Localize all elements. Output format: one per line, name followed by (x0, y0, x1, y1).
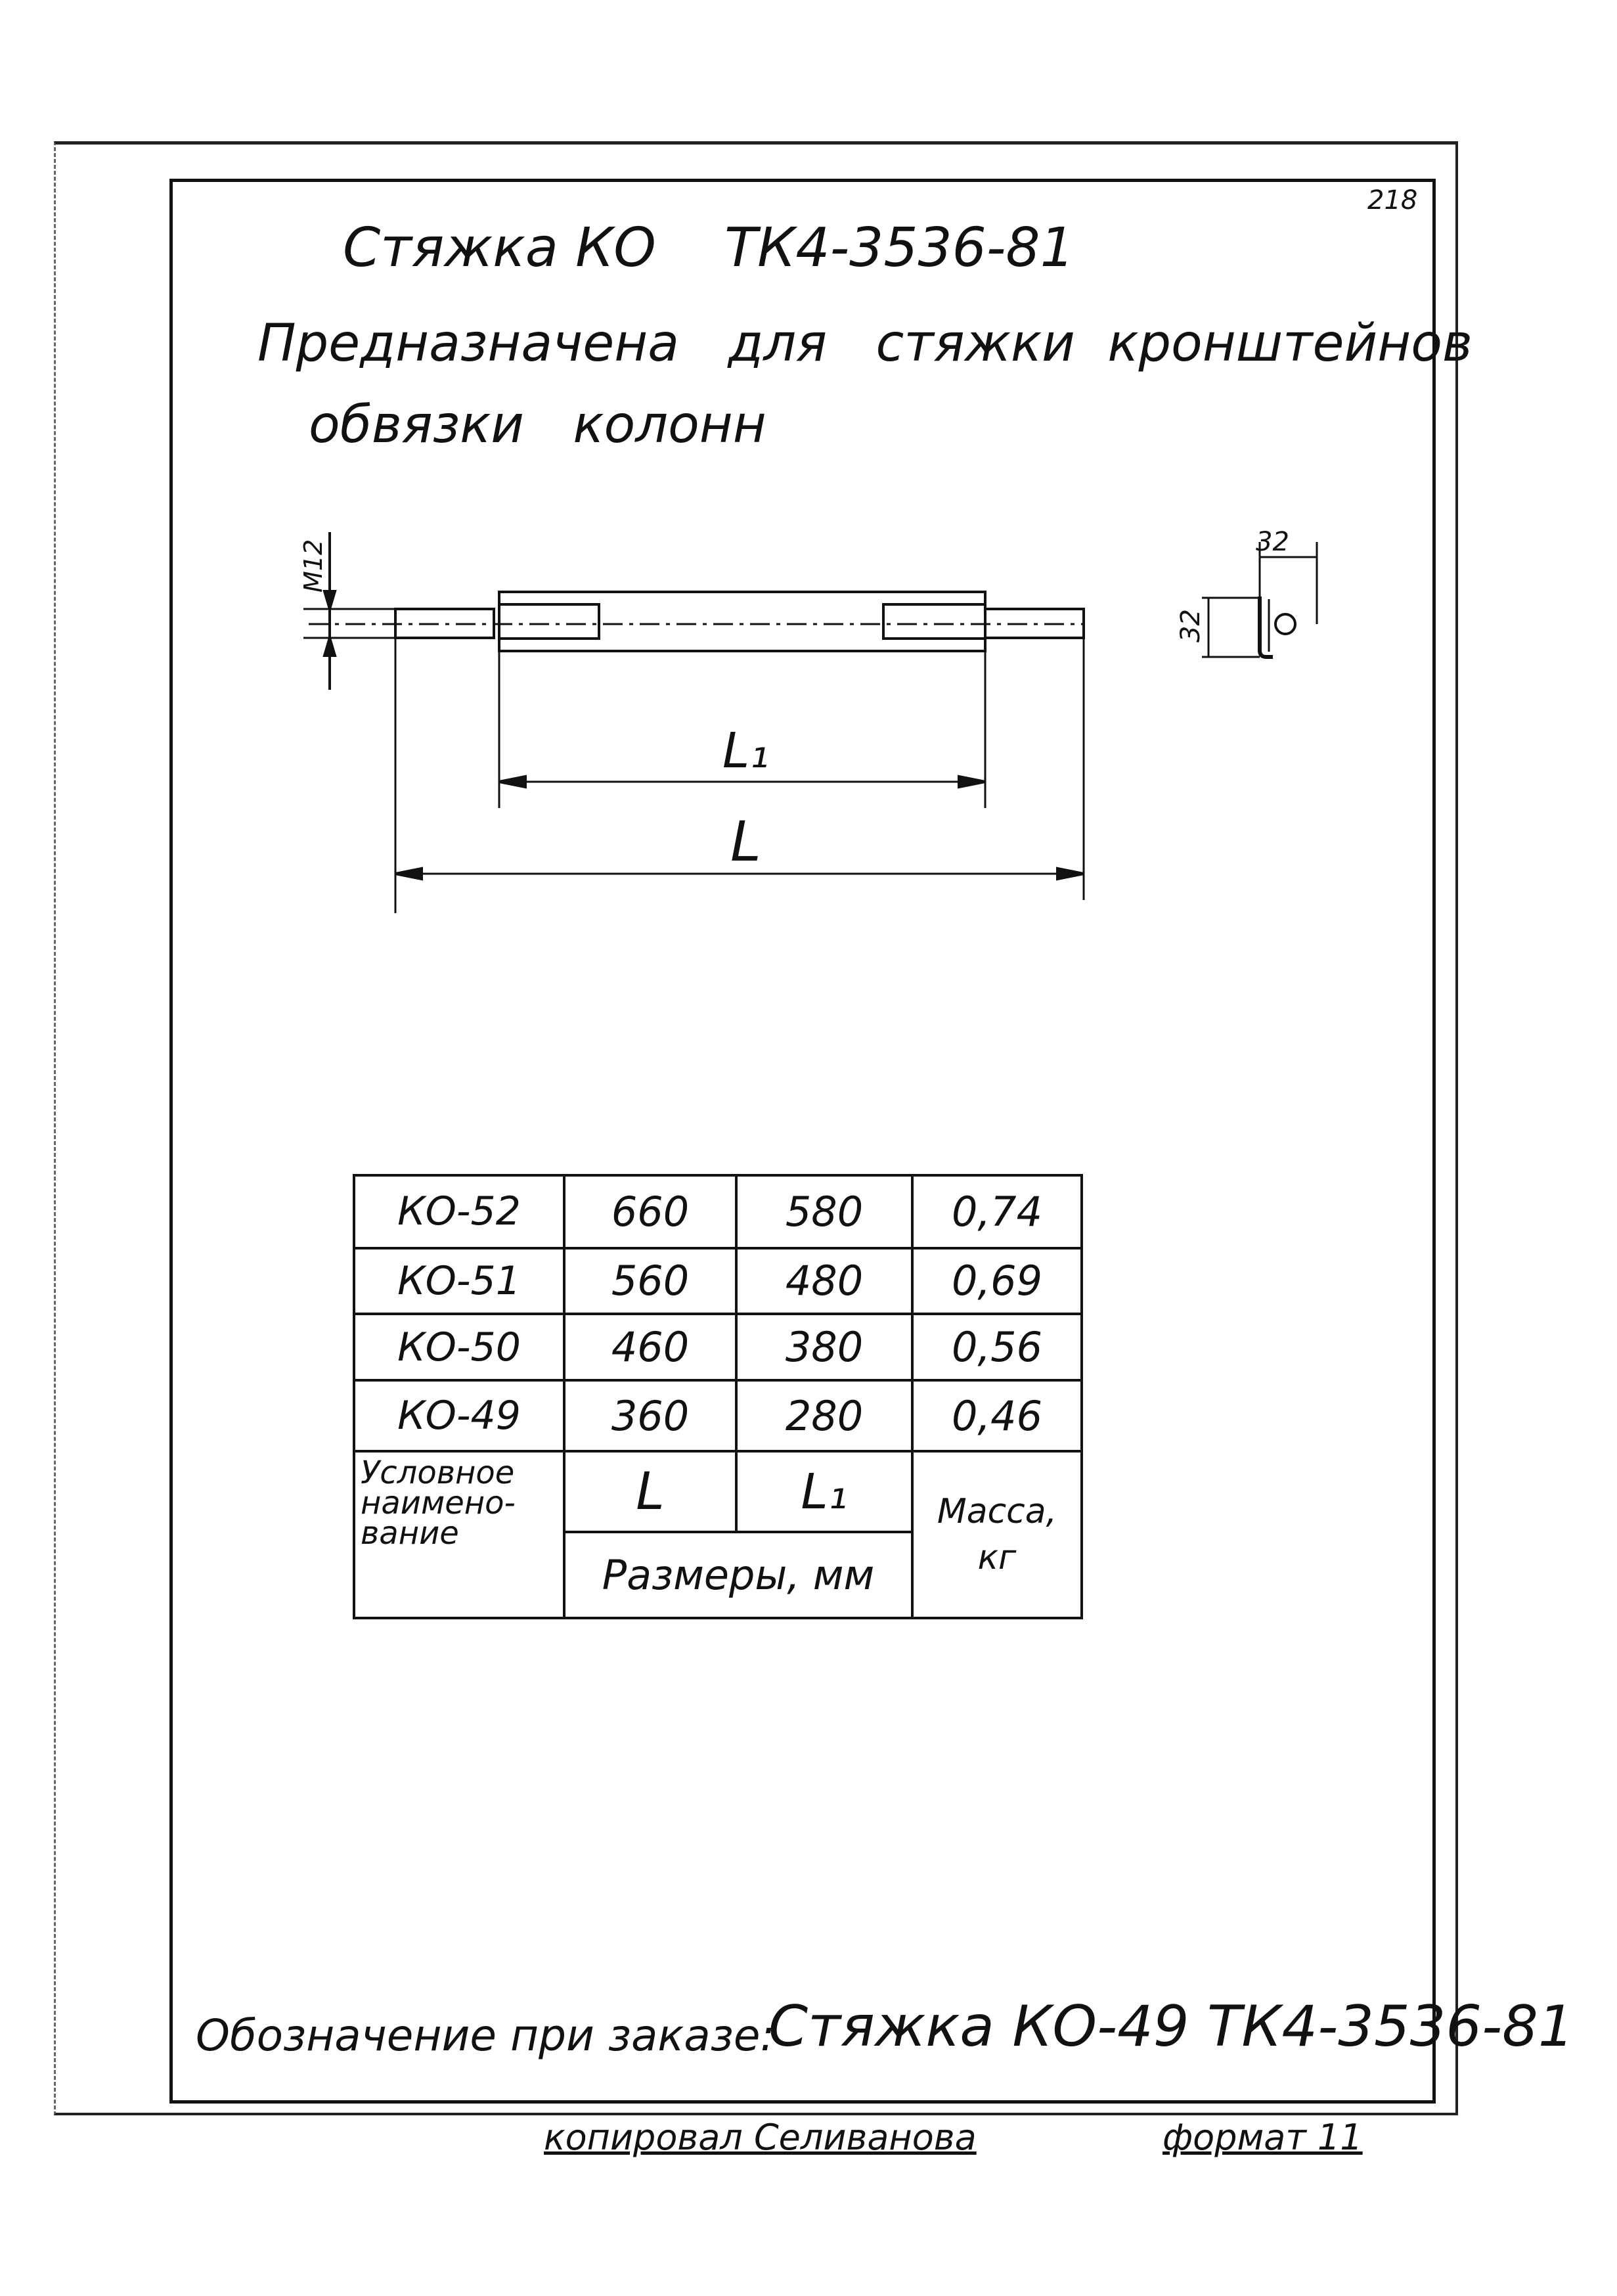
section-height-label: 32 (1176, 609, 1206, 642)
cell-mass: 0,69 (912, 1248, 1082, 1315)
copied-by: копировал Селиванова (544, 2117, 977, 2158)
cell-L1: 280 (736, 1380, 912, 1452)
table-header-row (354, 1451, 1082, 1532)
header-conditional-name: Условное наимено- вание (354, 1451, 564, 1618)
thread-label: M12 (299, 539, 328, 593)
section-angle-profile (1260, 597, 1273, 657)
cell-name: КО-49 (354, 1380, 564, 1452)
cell-mass: 0,46 (912, 1380, 1082, 1452)
dimension-L-label: L (730, 809, 761, 874)
table-row (354, 1248, 1082, 1315)
rod-body (499, 592, 985, 651)
header-mass: Масса, кг (912, 1451, 1082, 1618)
cell-L1: 380 (736, 1314, 912, 1380)
cell-L1: 580 (736, 1175, 912, 1248)
section-rod-circle (1275, 614, 1295, 634)
header-L1: L₁ (736, 1451, 912, 1532)
cell-L: 560 (564, 1248, 736, 1315)
purpose-line-2: обвязки колонн (309, 395, 766, 455)
table-row (354, 1175, 1082, 1248)
format-label: формат 11 (1163, 2117, 1363, 2158)
bracket-slot-left (499, 604, 599, 639)
page-number: 218 (1367, 185, 1418, 215)
order-designation-label: Обозначение при заказе: (196, 2010, 775, 2061)
cell-L1: 480 (736, 1248, 912, 1315)
header-sizes: Размеры, мм (564, 1532, 912, 1618)
section-width-label: 32 (1256, 527, 1289, 557)
cell-mass: 0,74 (912, 1175, 1082, 1248)
specification-table (353, 1174, 1083, 1619)
header-L: L (564, 1451, 736, 1532)
order-designation-value: Стяжка КО-49 ТК4-3536-81 (768, 1994, 1574, 2060)
cell-L: 460 (564, 1314, 736, 1380)
document-title: Стяжка КО ТК4-3536-81 (343, 217, 1074, 279)
cell-L: 360 (564, 1380, 736, 1452)
bracket-slot-right (883, 604, 985, 639)
cell-mass: 0,56 (912, 1314, 1082, 1380)
cell-name: КО-52 (354, 1175, 564, 1248)
dimension-L1-label: L₁ (722, 723, 769, 779)
table-row (354, 1380, 1082, 1452)
cell-name: КО-50 (354, 1314, 564, 1380)
cell-L: 660 (564, 1175, 736, 1248)
cell-name: КО-51 (354, 1248, 564, 1315)
purpose-line-1: Предназначена для стяжки кронштейнов (257, 314, 1473, 373)
table-row (354, 1314, 1082, 1380)
